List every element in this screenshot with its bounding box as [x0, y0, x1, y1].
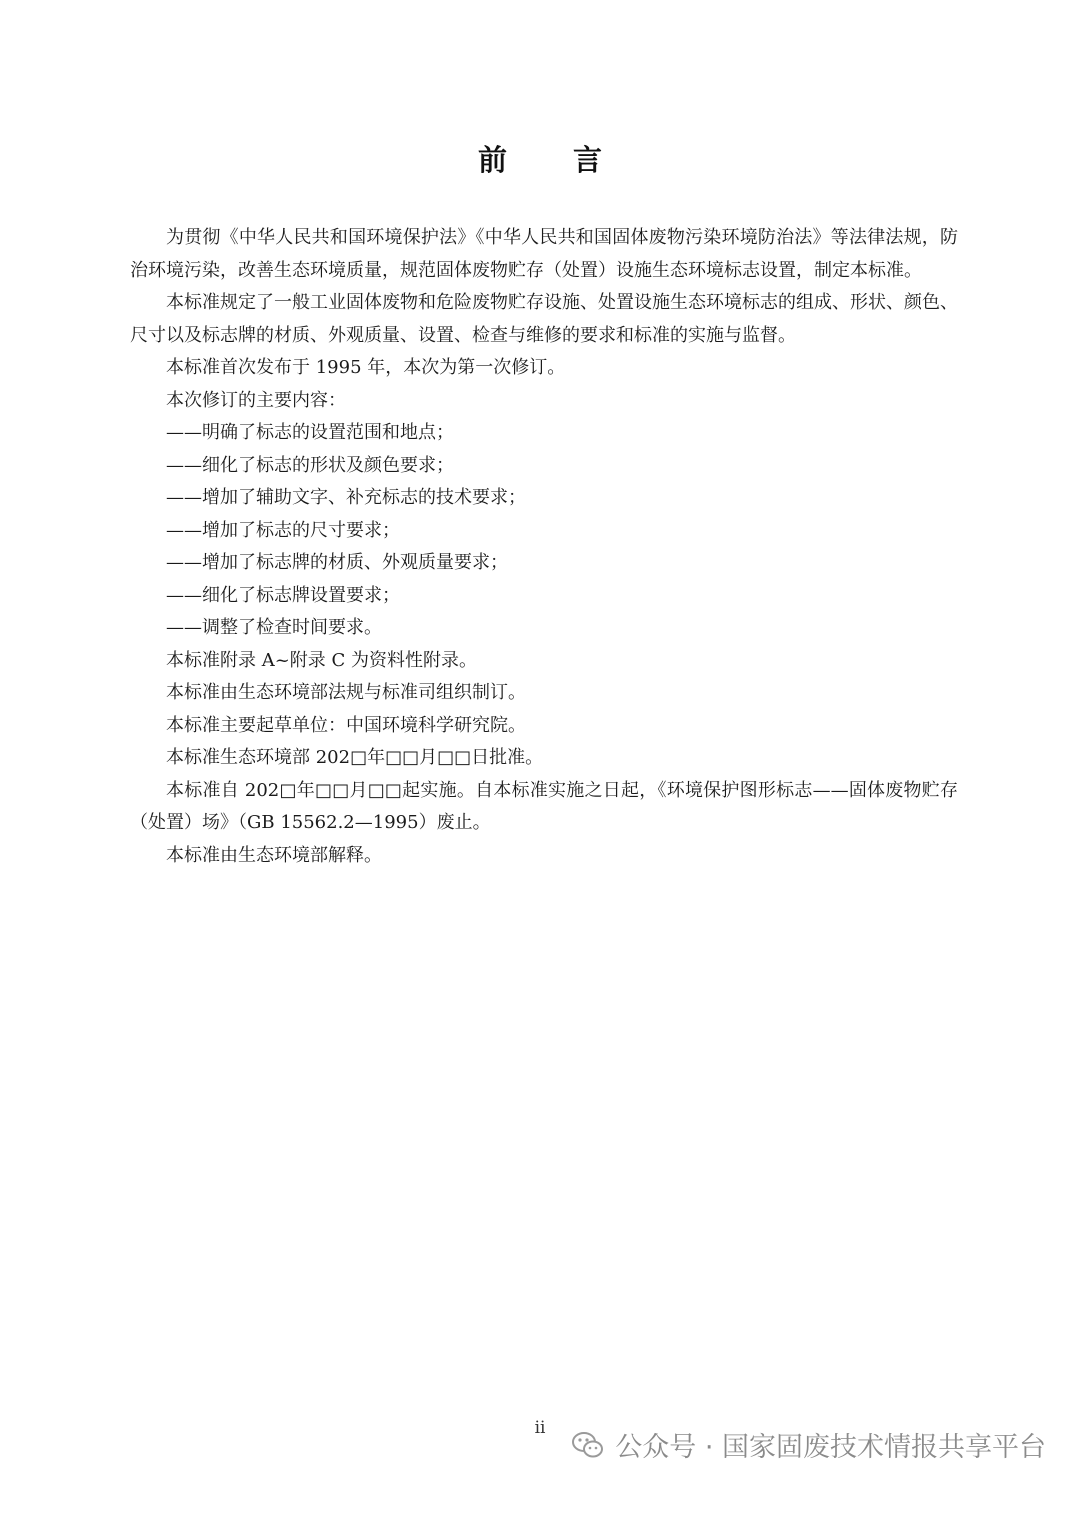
revision-item: ——调整了检查时间要求。 [166, 617, 382, 638]
watermark [571, 1425, 1046, 1464]
wechat-icon [571, 1428, 605, 1462]
revision-item: ——明确了标志的设置范围和地点； [166, 422, 454, 443]
revision-item: ——细化了标志的形状及颜色要求； [166, 454, 454, 476]
paragraph: 本标准由生态环境部法规与标准司组织制订。 [166, 682, 526, 703]
paragraph: 本标准首次发布于 1995 年，本次为第一次修订。 [166, 357, 566, 378]
document-body [130, 222, 958, 872]
watermark-text: 公众号 · 国家固废技术情报共享平台 [615, 1432, 1046, 1463]
paragraph: 本标准自 202□年□□月□□起实施。自本标准实施之日起，《环境保护图形标志——固体废物贮存（处置）场》（GB 15562.2—1995）废止。 [130, 779, 958, 833]
paragraph: 本标准由生态环境部解释。 [166, 844, 382, 866]
page-number: ii [534, 1418, 546, 1438]
paragraph: 本标准主要起草单位：中国环境科学研究院。 [166, 714, 526, 736]
revision-item: ——增加了辅助文字、补充标志的技术要求； [166, 487, 526, 508]
revision-item: ——增加了标志牌的材质、外观质量要求； [166, 552, 508, 573]
paragraph: 本标准附录 A~附录 C 为资料性附录。 [166, 649, 478, 671]
revision-item: ——细化了标志牌设置要求； [166, 584, 400, 606]
paragraph: 为贯彻《中华人民共和国环境保护法》《中华人民共和国固体废物污染环境防治法》等法律法规，防治环境污染，改善生态环境质量，规范固体废物贮存（处置）设施生态环境标志设置，制定本标准。 [130, 227, 958, 281]
paragraph: 本标准生态环境部 202□年□□月□□日批准。 [166, 747, 544, 768]
paragraph: 本标准规定了一般工业固体废物和危险废物贮存设施、处置设施生态环境标志的组成、形状、颜色、尺寸以及标志牌的材质、外观质量、设置、检查与维修的要求和标准的实施与监督。 [130, 292, 958, 346]
page-title: 前 言 [477, 143, 631, 177]
revision-item: ——增加了标志的尺寸要求； [166, 519, 400, 541]
paragraph: 本次修订的主要内容： [166, 389, 346, 411]
